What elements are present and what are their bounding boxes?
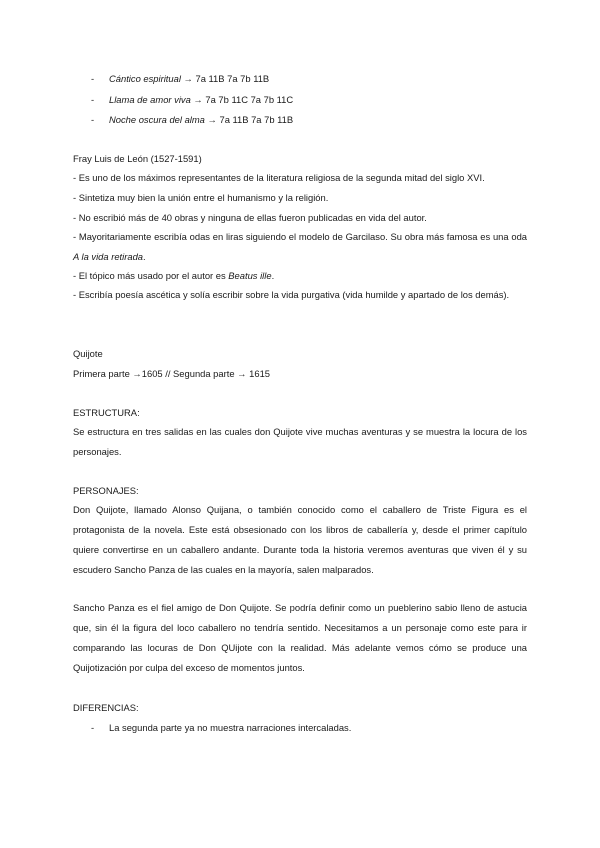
poem-title: Llama de amor viva (109, 94, 191, 105)
section-heading-diferencias: DIFERENCIAS: (73, 702, 139, 713)
poem-text (109, 73, 269, 85)
poem-meter: → 7a 7b 11C 7a 7b 11C (190, 94, 294, 105)
bullet-dash: - (91, 73, 95, 84)
poem-title: Noche oscura del alma (109, 114, 205, 125)
fray-luis-point: - Sintetiza muy bien la unión entre el humanismo y la religión. (73, 192, 329, 203)
poem-meter: → 7a 11B 7a 7b 11B (180, 73, 270, 84)
section-heading-personajes: PERSONAJES: (73, 485, 139, 496)
work-title: A la vida retirada (73, 251, 144, 262)
poem-text (109, 114, 293, 126)
section-heading-estructura: ESTRUCTURA: (73, 407, 140, 418)
poem-meter: → 7a 11B 7a 7b 11B (204, 114, 294, 125)
section-heading-fray-luis: Fray Luis de León (1527-1591) (73, 153, 202, 164)
diferencias-item (91, 722, 94, 734)
fray-luis-point (73, 270, 274, 282)
estructura-text: Se estructura en tres salidas en las cuales don Quijote vive muchas aventuras y se muestra la locura de los personajes. (73, 426, 527, 457)
poem-item (91, 73, 94, 85)
fray-luis-point: - Escribía poesía ascética y solía escribir sobre la vida purgativa (vida humilde y apartado de los demás). (73, 289, 510, 300)
section-heading-quijote: Quijote (73, 348, 103, 359)
personajes-paragraph: Don Quijote, llamado Alonso Quijana, o también conocido como el caballero de Triste Figura es el protagonista de la novela. Este está obsesionado con los libros de caballería y, desde el primer capítulo quiere convertirse en un caballero andante. Durante toda la historia veremos aventuras que viven él y su escudero Sancho Panza de las cuales en la mayoría, salen malparados. (73, 504, 527, 575)
fray-luis-point: - No escribió más de 40 obras y ninguna de ellas fueron publicadas en vida del autor. (73, 212, 427, 223)
fray-luis-point-text: - El tópico más usado por el autor es (73, 270, 229, 281)
diferencias-item-text: La segunda parte ya no muestra narraciones intercaladas. (109, 722, 352, 733)
quijote-dates: Primera parte →1605 // Segunda parte → 1615 (73, 368, 270, 379)
punctuation: . (271, 270, 275, 281)
fray-luis-point (73, 227, 527, 267)
bullet-dash: - (91, 722, 95, 733)
poem-title: Cántico espiritual (109, 73, 181, 84)
topic-title: Beatus ille (228, 270, 272, 281)
poem-text (109, 94, 293, 106)
fray-luis-point: - Es uno de los máximos representantes de la literatura religiosa de la segunda mitad del siglo XVI. (73, 172, 485, 183)
fray-luis-point-text: - Mayoritariamente escribía odas en liras siguiendo el modelo de Garcilaso. Su obra más famosa es una oda (73, 231, 527, 242)
bullet-dash: - (91, 114, 95, 125)
personajes-paragraph: Sancho Panza es el fiel amigo de Don Quijote. Se podría definir como un pueblerino sabio lleno de astucia que, sin él la figura del loco caballero no tendría sentido. Necesitamos a un personaje como este para ir comparando las locuras de Don QUijote con la realidad. Más adelante vemos cómo se produce una Quijotización por culpa del exceso de momentos juntos. (73, 602, 527, 673)
poem-item (91, 94, 94, 106)
poem-item (91, 114, 94, 126)
punctuation: . (143, 251, 146, 262)
bullet-dash: - (91, 94, 95, 105)
